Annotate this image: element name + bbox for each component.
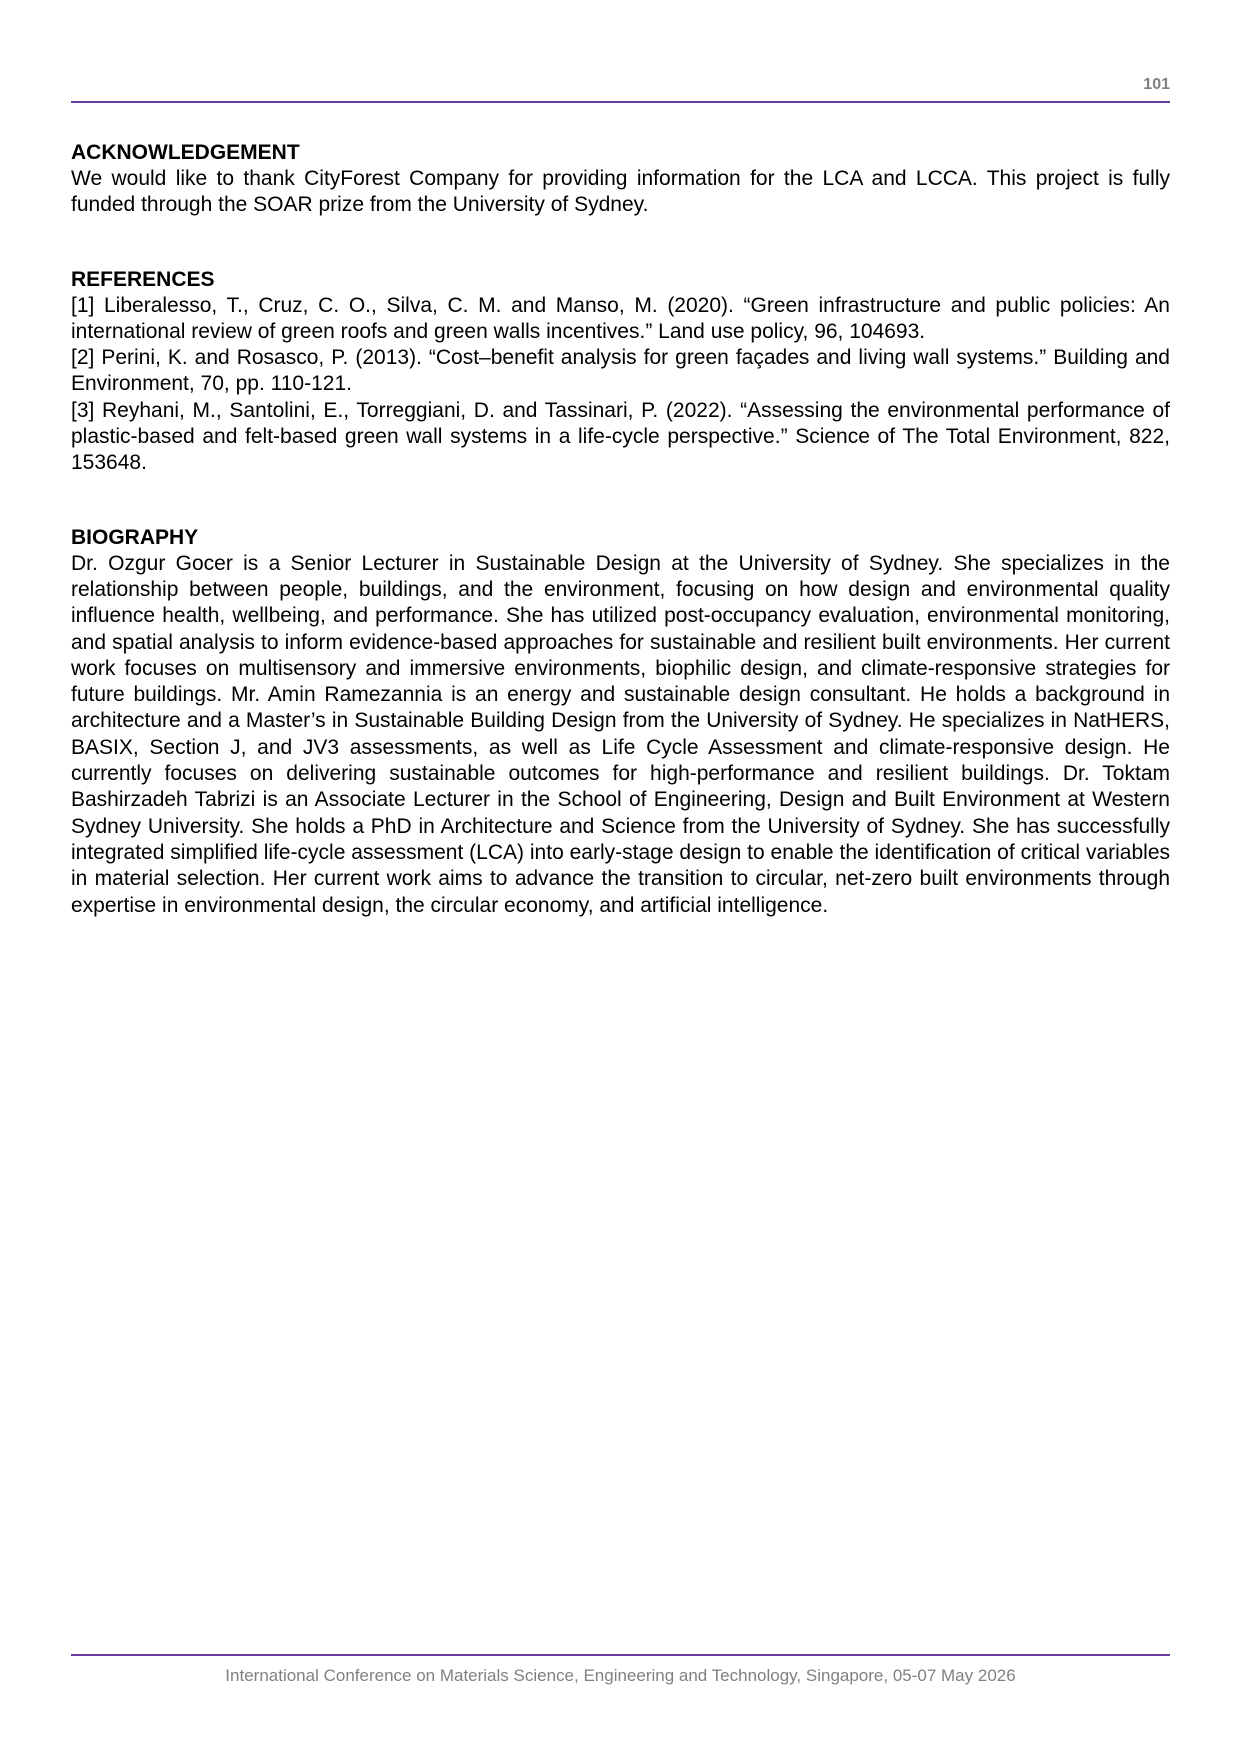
reference-item: [1] Liberalesso, T., Cruz, C. O., Silva, C. M. and Manso, M. (2020). “Green infrastructure and public policies: An international review of green roofs and green walls incentives.” Land use policy, 96, 104693. (71, 293, 1170, 343)
footer-text: International Conference on Materials Science, Engineering and Technology, Singapore, 05-07 May 2026 (225, 1666, 1016, 1685)
page-content (71, 140, 1170, 967)
references-heading: REFERENCES (71, 267, 215, 291)
reference-item: [2] Perini, K. and Rosasco, P. (2013). “Cost–benefit analysis for green façades and living wall systems.” Building and Environment, 70, pp. 110-121. (71, 346, 1170, 396)
acknowledgement-text: We would like to thank CityForest Company for providing information for the LCA and LCCA. This project is fully funded through the SOAR prize from the University of Sydney. (71, 167, 1170, 217)
references-section (71, 267, 1170, 477)
biography-heading: BIOGRAPHY (71, 525, 199, 549)
page-number: 101 (1143, 76, 1170, 93)
acknowledgement-section (71, 140, 1170, 219)
biography-text: Dr. Ozgur Gocer is a Senior Lecturer in Sustainable Design at the University of Sydney. She specializes in the relationship between people, buildings, and the environment, focusing on how design and environmental quality influence health, wellbeing, and performance. She has utilized post-occupancy evaluation, environmental monitoring, and spatial analysis to inform evidence-based approaches for sustainable and resilient built environments. Her current work focuses on multisensory and immersive environments, biophilic design, and climate-responsive strategies for future buildings. Mr. Amin Ramezannia is an energy and sustainable design consultant. He holds a background in architecture and a Master’s in Sustainable Building Design from the University of Sydney. He specializes in NatHERS, BASIX, Section J, and JV3 assessments, as well as Life Cycle Assessment and climate-responsive design. He currently focuses on delivering sustainable outcomes for high-performance and resilient buildings. Dr. Toktam Bashirzadeh Tabrizi is an Associate Lecturer in the School of Engineering, Design and Built Environment at Western Sydney University. She holds a PhD in Architecture and Science from the University of Sydney. She has successfully integrated simplified life-cycle assessment (LCA) into early-stage design to enable the identification of critical variables in material selection. Her current work aims to advance the transition to circular, net-zero built environments through expertise in environmental design, the circular economy, and artificial intelligence. (71, 551, 1170, 917)
header-rule (71, 101, 1170, 103)
acknowledgement-heading: ACKNOWLEDGEMENT (71, 141, 300, 164)
reference-item: [3] Reyhani, M., Santolini, E., Torreggiani, D. and Tassinari, P. (2022). “Assessing the environmental performance of plastic-based and felt-based green wall systems in a life-cycle perspective.” Science of The Total Environment, 822, 153648. (71, 398, 1170, 475)
footer-rule (71, 1654, 1170, 1656)
biography-section (71, 525, 1170, 919)
